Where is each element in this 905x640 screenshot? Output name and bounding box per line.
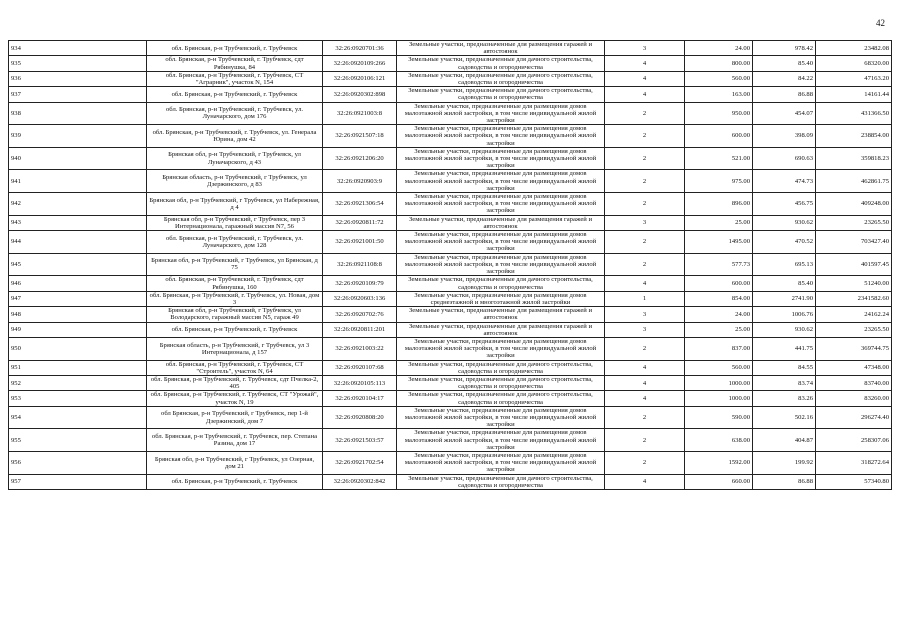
- area-cell: 521.00: [685, 147, 753, 170]
- cadastral-value-cell: 47163.20: [816, 71, 892, 86]
- category-cell: 3: [605, 215, 685, 230]
- land-use-cell: Земельные участки, предназначенные для размещения домов малоэтажной жилой застройки, в том числе индивидуальной жилой застройки: [397, 429, 605, 452]
- cadastral-number-cell: 32:26:0921507:18: [323, 125, 397, 148]
- cadastral-number-cell: 32:26:0920109:266: [323, 56, 397, 71]
- cadastral-number-cell: 32:26:0921003:22: [323, 337, 397, 360]
- table-row: [9, 474, 892, 489]
- land-use-cell: Земельные участки, предназначенные для дачного строительства, садоводства и огородничества: [397, 474, 605, 489]
- price-cell: 502.16: [753, 406, 816, 429]
- cadastral-number-cell: 32:26:0920109:79: [323, 276, 397, 291]
- cadastral-value-cell: 2341582.60: [816, 291, 892, 306]
- land-use-cell: Земельные участки, предназначенные для дачного строительства, садоводства и огородничества: [397, 56, 605, 71]
- address-cell: Брянская обл, р-н Трубчевский, г Трубчевск, ул Луначарского, д 43: [147, 147, 323, 170]
- cadastral-value-cell: 703427.40: [816, 231, 892, 254]
- price-cell: 470.52: [753, 231, 816, 254]
- cadastral-value-cell: 238854.00: [816, 125, 892, 148]
- area-cell: 577.73: [685, 253, 753, 276]
- land-use-cell: Земельные участки, предназначенные для размещения домов малоэтажной жилой застройки, в том числе индивидуальной жилой застройки: [397, 102, 605, 125]
- address-cell: обл. Брянская, р-н Трубчевский, г. Трубчевск, сдт Пчелка-2, 405: [147, 375, 323, 390]
- land-use-cell: Земельные участки, предназначенные для размещения домов малоэтажной жилой застройки, в том числе индивидуальной жилой застройки: [397, 170, 605, 193]
- cadastral-number-cell: 32:26:0920107:68: [323, 360, 397, 375]
- cadastral-number-cell: 32:26:0921108:8: [323, 253, 397, 276]
- area-cell: 896.00: [685, 193, 753, 216]
- cadastral-value-cell: 409248.00: [816, 193, 892, 216]
- address-cell: обл. Брянская, р-н Трубчевский, г. Трубчевск, сдт Рябинушка, 160: [147, 276, 323, 291]
- address-cell: обл. Брянская, р-н Трубчевский, г. Трубчевск, СТ "Строитель", участок N, 64: [147, 360, 323, 375]
- price-cell: 83.26: [753, 391, 816, 406]
- category-cell: 4: [605, 474, 685, 489]
- address-cell: обл Брянская, р-н Трубчевский, г Трубчевск, пер 1-й Дзержинский, дом 7: [147, 406, 323, 429]
- price-cell: 86.88: [753, 474, 816, 489]
- category-cell: 3: [605, 307, 685, 322]
- area-cell: 800.00: [685, 56, 753, 71]
- cadastral-value-cell: 318272.64: [816, 451, 892, 474]
- price-cell: 85.40: [753, 56, 816, 71]
- price-cell: 84.55: [753, 360, 816, 375]
- address-cell: обл. Брянская, р-н Трубчевский, г. Трубчевск, ул. Луначарского, дом 128: [147, 231, 323, 254]
- address-cell: Брянская область, р-н Трубчевский, г Трубчевск, ул 3 Интернационала, д 157: [147, 337, 323, 360]
- land-plots-table: [8, 40, 892, 490]
- cadastral-value-cell: 24162.24: [816, 307, 892, 322]
- cadastral-value-cell: 401597.45: [816, 253, 892, 276]
- row-number: 951: [9, 360, 147, 375]
- cadastral-number-cell: 32:26:0921702:54: [323, 451, 397, 474]
- land-use-cell: Земельные участки, предназначенные для дачного строительства, садоводства и огородничества: [397, 375, 605, 390]
- cadastral-number-cell: 32:26:0920903:9: [323, 170, 397, 193]
- address-cell: обл. Брянская, р-н Трубчевский, г. Трубчевск, ул. Луначарского, дом 176: [147, 102, 323, 125]
- cadastral-number-cell: 32:26:0920811:72: [323, 215, 397, 230]
- address-cell: обл. Брянская, р-н Трубчевский, г. Трубчевск, ул. Новая, дом 3: [147, 291, 323, 306]
- row-number: 937: [9, 87, 147, 102]
- address-cell: обл. Брянская, р-н Трубчевский, г. Трубчевск: [147, 474, 323, 489]
- price-cell: 84.22: [753, 71, 816, 86]
- table-row: [9, 56, 892, 71]
- category-cell: 4: [605, 375, 685, 390]
- area-cell: 25.00: [685, 322, 753, 337]
- row-number: 952: [9, 375, 147, 390]
- address-cell: обл. Брянская, р-н Трубчевский, г. Трубчевск, СТ "Урожай", участок N, 19: [147, 391, 323, 406]
- price-cell: 398.09: [753, 125, 816, 148]
- category-cell: 2: [605, 193, 685, 216]
- row-number: 936: [9, 71, 147, 86]
- row-number: 938: [9, 102, 147, 125]
- land-use-cell: Земельные участки, предназначенные для размещения домов малоэтажной жилой застройки, в том числе индивидуальной жилой застройки: [397, 147, 605, 170]
- price-cell: 83.74: [753, 375, 816, 390]
- row-number: 950: [9, 337, 147, 360]
- row-number: 949: [9, 322, 147, 337]
- row-number: 944: [9, 231, 147, 254]
- area-cell: 1000.00: [685, 375, 753, 390]
- row-number: 955: [9, 429, 147, 452]
- address-cell: Брянская обл, р-н Трубчевский, г Трубчевск, ул Брянская, д 75: [147, 253, 323, 276]
- area-cell: 560.00: [685, 71, 753, 86]
- cadastral-number-cell: 32:26:0920302:842: [323, 474, 397, 489]
- table-row: [9, 276, 892, 291]
- table-row: [9, 253, 892, 276]
- price-cell: 930.62: [753, 215, 816, 230]
- price-cell: 456.75: [753, 193, 816, 216]
- area-cell: 24.00: [685, 41, 753, 56]
- category-cell: 2: [605, 451, 685, 474]
- land-use-cell: Земельные участки, предназначенные для размещения домов малоэтажной жилой застройки, в том числе индивидуальной жилой застройки: [397, 337, 605, 360]
- area-cell: 600.00: [685, 125, 753, 148]
- cadastral-number-cell: 32:26:0920811:201: [323, 322, 397, 337]
- table-row: [9, 147, 892, 170]
- land-use-cell: Земельные участки, предназначенные для дачного строительства, садоводства и огородничества: [397, 391, 605, 406]
- category-cell: 2: [605, 406, 685, 429]
- row-number: 940: [9, 147, 147, 170]
- area-cell: 660.00: [685, 474, 753, 489]
- category-cell: 2: [605, 147, 685, 170]
- cadastral-number-cell: 32:26:0921003:8: [323, 102, 397, 125]
- category-cell: 3: [605, 41, 685, 56]
- price-cell: 404.87: [753, 429, 816, 452]
- price-cell: 199.92: [753, 451, 816, 474]
- land-use-cell: Земельные участки, предназначенные для размещения домов малоэтажной жилой застройки, в том числе индивидуальной жилой застройки: [397, 451, 605, 474]
- row-number: 956: [9, 451, 147, 474]
- cadastral-value-cell: 296274.40: [816, 406, 892, 429]
- cadastral-number-cell: 32:26:0920302:898: [323, 87, 397, 102]
- land-use-cell: Земельные участки, предназначенные для дачного строительства, садоводства и огородничества: [397, 276, 605, 291]
- area-cell: 560.00: [685, 360, 753, 375]
- cadastral-value-cell: 23265.50: [816, 215, 892, 230]
- price-cell: 978.42: [753, 41, 816, 56]
- table-row: [9, 322, 892, 337]
- category-cell: 4: [605, 56, 685, 71]
- category-cell: 2: [605, 429, 685, 452]
- table-row: [9, 102, 892, 125]
- cadastral-number-cell: 32:26:0920106:121: [323, 71, 397, 86]
- land-use-cell: Земельные участки, предназначенные для размещения гаражей и автостоянок: [397, 307, 605, 322]
- land-use-cell: Земельные участки, предназначенные для размещения гаражей и автостоянок: [397, 215, 605, 230]
- area-cell: 837.00: [685, 337, 753, 360]
- cadastral-number-cell: 32:26:0920104:17: [323, 391, 397, 406]
- table-row: [9, 231, 892, 254]
- row-number: 947: [9, 291, 147, 306]
- cadastral-value-cell: 47348.00: [816, 360, 892, 375]
- price-cell: 690.63: [753, 147, 816, 170]
- price-cell: 454.07: [753, 102, 816, 125]
- price-cell: 441.75: [753, 337, 816, 360]
- cadastral-number-cell: 32:26:0920808:20: [323, 406, 397, 429]
- cadastral-value-cell: 23482.08: [816, 41, 892, 56]
- area-cell: 854.00: [685, 291, 753, 306]
- land-use-cell: Земельные участки, предназначенные для размещения домов малоэтажной жилой застройки, в том числе индивидуальной жилой застройки: [397, 125, 605, 148]
- cadastral-value-cell: 57340.80: [816, 474, 892, 489]
- cadastral-number-cell: 32:26:0920702:76: [323, 307, 397, 322]
- cadastral-value-cell: 14161.44: [816, 87, 892, 102]
- row-number: 946: [9, 276, 147, 291]
- land-use-cell: Земельные участки, предназначенные для дачного строительства, садоводства и огородничества: [397, 71, 605, 86]
- area-cell: 600.00: [685, 276, 753, 291]
- cadastral-value-cell: 83740.00: [816, 375, 892, 390]
- area-cell: 638.00: [685, 429, 753, 452]
- table-row: [9, 375, 892, 390]
- price-cell: 695.13: [753, 253, 816, 276]
- table-row: [9, 215, 892, 230]
- cadastral-value-cell: 83260.00: [816, 391, 892, 406]
- cadastral-number-cell: 32:26:0921503:57: [323, 429, 397, 452]
- cadastral-value-cell: 369744.75: [816, 337, 892, 360]
- land-use-cell: Земельные участки, предназначенные для дачного строительства, садоводства и огородничества: [397, 87, 605, 102]
- address-cell: обл. Брянская, р-н Трубчевский, г. Трубчевск: [147, 87, 323, 102]
- area-cell: 1495.00: [685, 231, 753, 254]
- row-number: 939: [9, 125, 147, 148]
- cadastral-value-cell: 258307.06: [816, 429, 892, 452]
- table-row: [9, 429, 892, 452]
- category-cell: 2: [605, 102, 685, 125]
- cadastral-number-cell: 32:26:0920701:36: [323, 41, 397, 56]
- area-cell: 975.00: [685, 170, 753, 193]
- table-row: [9, 406, 892, 429]
- category-cell: 2: [605, 231, 685, 254]
- table-row: [9, 193, 892, 216]
- category-cell: 4: [605, 87, 685, 102]
- cadastral-number-cell: 32:26:0920105:113: [323, 375, 397, 390]
- price-cell: 2741.90: [753, 291, 816, 306]
- land-use-cell: Земельные участки, предназначенные для дачного строительства, садоводства и огородничества: [397, 360, 605, 375]
- area-cell: 590.00: [685, 406, 753, 429]
- category-cell: 2: [605, 337, 685, 360]
- table-row: [9, 71, 892, 86]
- area-cell: 1592.00: [685, 451, 753, 474]
- price-cell: 86.88: [753, 87, 816, 102]
- table-row: [9, 360, 892, 375]
- row-number: 943: [9, 215, 147, 230]
- price-cell: 85.40: [753, 276, 816, 291]
- row-number: 941: [9, 170, 147, 193]
- address-cell: обл. Брянская, р-н Трубчевский, г. Трубчевск, сдт Рябинушка, 84: [147, 56, 323, 71]
- row-number: 945: [9, 253, 147, 276]
- address-cell: Брянская обл, р-н Трубчевский, г Трубчевск, ул Володарского, гаражный массив N5, гараж 49: [147, 307, 323, 322]
- category-cell: 4: [605, 391, 685, 406]
- address-cell: обл. Брянская, р-н Трубчевский, г. Трубчевск: [147, 41, 323, 56]
- address-cell: обл. Брянская, р-н Трубчевский, г. Трубчевск, пер. Степана Разина, дом 17: [147, 429, 323, 452]
- row-number: 948: [9, 307, 147, 322]
- land-use-cell: Земельные участки, предназначенные для размещения домов малоэтажной жилой застройки, в том числе индивидуальной жилой застройки: [397, 231, 605, 254]
- row-number: 934: [9, 41, 147, 56]
- cadastral-number-cell: 32:26:0921306:54: [323, 193, 397, 216]
- cadastral-number-cell: 32:26:0921001:50: [323, 231, 397, 254]
- row-number: 942: [9, 193, 147, 216]
- category-cell: 4: [605, 276, 685, 291]
- category-cell: 3: [605, 322, 685, 337]
- table-row: [9, 307, 892, 322]
- cadastral-number-cell: 32:26:0920603:136: [323, 291, 397, 306]
- address-cell: обл. Брянская, р-н Трубчевский, г. Трубчевск: [147, 322, 323, 337]
- area-cell: 24.00: [685, 307, 753, 322]
- area-cell: 25.00: [685, 215, 753, 230]
- row-number: 935: [9, 56, 147, 71]
- address-cell: обл. Брянская, р-н Трубчевский, г. Трубчевск, СТ "Аграрник", участок N, 154: [147, 71, 323, 86]
- page-number: 42: [876, 18, 885, 28]
- category-cell: 4: [605, 71, 685, 86]
- address-cell: Брянская обл, р-н Трубчевский, г Трубчевск, ул Озерная, дом 21: [147, 451, 323, 474]
- category-cell: 2: [605, 170, 685, 193]
- land-use-cell: Земельные участки, предназначенные для размещения гаражей и автостоянок: [397, 322, 605, 337]
- row-number: 954: [9, 406, 147, 429]
- table-row: [9, 41, 892, 56]
- land-use-cell: Земельные участки, предназначенные для размещения домов малоэтажной жилой застройки, в том числе индивидуальной жилой застройки: [397, 253, 605, 276]
- table-row: [9, 337, 892, 360]
- table-row: [9, 125, 892, 148]
- table-row: [9, 391, 892, 406]
- address-cell: Брянская обл, р-н Трубчевский, г Трубчевск, ул Набережная, д 4: [147, 193, 323, 216]
- cadastral-value-cell: 462861.75: [816, 170, 892, 193]
- category-cell: 1: [605, 291, 685, 306]
- land-use-cell: Земельные участки, предназначенные для размещения домов среднеэтажной и многоэтажной жилой застройки: [397, 291, 605, 306]
- category-cell: 4: [605, 360, 685, 375]
- table-row: [9, 291, 892, 306]
- land-use-cell: Земельные участки, предназначенные для размещения домов малоэтажной жилой застройки, в том числе индивидуальной жилой застройки: [397, 193, 605, 216]
- area-cell: 950.00: [685, 102, 753, 125]
- table-row: [9, 87, 892, 102]
- cadastral-value-cell: 68320.00: [816, 56, 892, 71]
- price-cell: 1006.76: [753, 307, 816, 322]
- price-cell: 930.62: [753, 322, 816, 337]
- cadastral-number-cell: 32:26:0921206:20: [323, 147, 397, 170]
- cadastral-value-cell: 431366.50: [816, 102, 892, 125]
- cadastral-value-cell: 359818.23: [816, 147, 892, 170]
- land-use-cell: Земельные участки, предназначенные для размещения гаражей и автостоянок: [397, 41, 605, 56]
- row-number: 957: [9, 474, 147, 489]
- category-cell: 2: [605, 125, 685, 148]
- table-row: [9, 170, 892, 193]
- address-cell: Брянская область, р-н Трубчевский, г Трубчевск, ул Дзержинского, д 83: [147, 170, 323, 193]
- price-cell: 474.73: [753, 170, 816, 193]
- land-use-cell: Земельные участки, предназначенные для размещения домов малоэтажной жилой застройки, в том числе индивидуальной жилой застройки: [397, 406, 605, 429]
- address-cell: Брянская обл, р-н Трубчевский, г Трубчевск, пер 3 Интернационала, гаражный массив N7, 56: [147, 215, 323, 230]
- row-number: 953: [9, 391, 147, 406]
- address-cell: обл. Брянская, р-н Трубчевский, г. Трубчевск, ул. Генерала Юрина, дом 42: [147, 125, 323, 148]
- cadastral-value-cell: 23265.50: [816, 322, 892, 337]
- area-cell: 163.00: [685, 87, 753, 102]
- table-row: [9, 451, 892, 474]
- cadastral-value-cell: 51240.00: [816, 276, 892, 291]
- category-cell: 2: [605, 253, 685, 276]
- area-cell: 1000.00: [685, 391, 753, 406]
